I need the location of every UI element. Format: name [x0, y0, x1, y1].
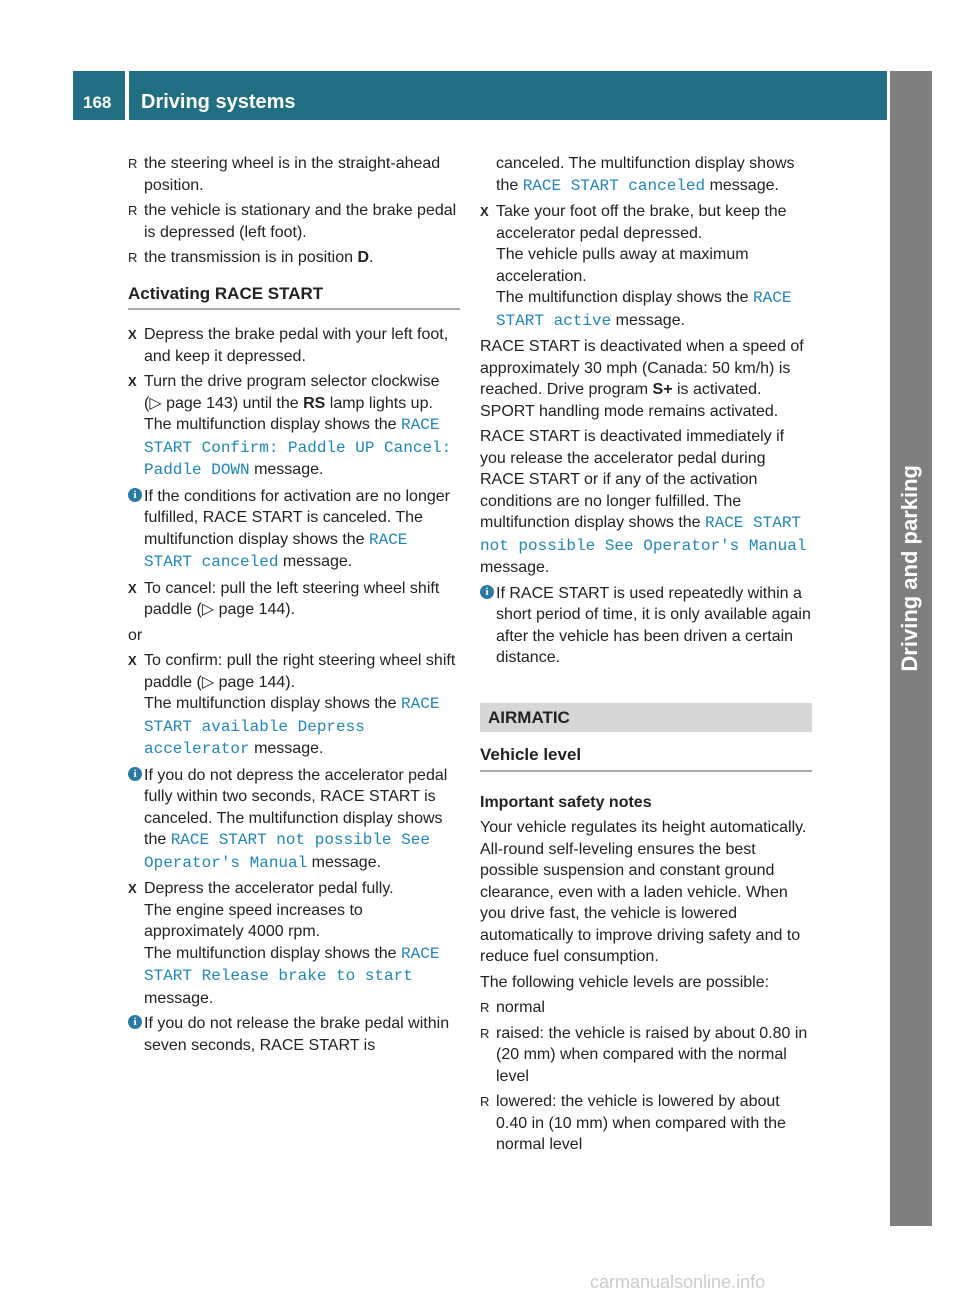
paragraph: The following vehicle levels are possible: [480, 973, 770, 991]
bullet-marker: R [480, 1025, 490, 1041]
step-marker: X [128, 327, 137, 342]
display-message: RACE START not possible See Operator's Manual [480, 514, 807, 555]
paragraph: RACE START is deactivated immediately if you release the accelerator pedal during RACE START or if any of the activation conditions are no longer fulfilled. The multifunction display shows the RACE START not possible See Operator's Manual message. [480, 428, 807, 576]
list-item: R the vehicle is stationary and the brake pedal is depressed (left foot). [128, 202, 457, 241]
step-item: X To cancel: pull the left steering wheel shift paddle (▷ page 144). [128, 579, 440, 618]
bullet-marker: R [128, 203, 138, 218]
info-icon: i [128, 767, 142, 781]
info-note: i If RACE START is used repeatedly within a short period of time, it is only available again after the vehicle has been driven a certain distance. [480, 583, 812, 669]
display-message: RACE START Confirm: Paddle UP Cancel: Paddle DOWN [144, 416, 452, 479]
page-number-box [73, 71, 125, 120]
bullet-marker: R [480, 1000, 490, 1015]
right-column [480, 153, 812, 1160]
step-marker: X [128, 374, 137, 389]
info-icon: i [128, 488, 142, 502]
section-heading-airmatic: AIRMATIC [480, 703, 812, 733]
list-item: R normal [480, 997, 812, 1019]
step-item: X Turn the drive program selector clockwise (▷ page 143) until the RS lamp lights up. The multifunction display shows the RACE START Confirm: Paddle UP Cancel: Paddle DOWN message. [128, 373, 452, 479]
info-icon: i [480, 585, 494, 599]
list-item: R the transmission is in position D. [128, 247, 460, 269]
info-note: i If you do not depress the accelerator pedal fully within two seconds, RACE START is canceled. The multifunction display shows the RACE START not possible See Operator's Manual message. [128, 765, 460, 875]
info-note: i If you do not release the brake pedal within seven seconds, RACE START is [128, 1013, 460, 1056]
display-message: RACE START canceled [144, 530, 408, 571]
section-title: Vehicle level [480, 744, 812, 772]
watermark: carmanualsonline.info [590, 1272, 766, 1292]
section-title: Activating RACE START [128, 283, 460, 311]
left-column [128, 153, 460, 1060]
step-marker: X [480, 204, 489, 219]
display-message: RACE START not possible See Operator's Manual [144, 831, 430, 872]
list-item: R raised: the vehicle is raised by about 0.80 in (20 mm) when compared with the normal level [480, 1024, 808, 1085]
info-icon: i [128, 1015, 142, 1029]
paragraph: canceled. The multifunction display shows the RACE START canceled message. [496, 155, 795, 195]
or-text: or [128, 626, 143, 644]
bullet-marker: R [480, 1094, 490, 1109]
bullet-marker: R [128, 250, 138, 265]
paragraph: Your vehicle regulates its height automatically. All-round self-leveling ensures the best possible suspension and constant ground clearance, even with a laden vehicle. When you drive fast, the vehicle is lowered automatically to improve driving safety and to reduce fuel consumption. [480, 819, 807, 965]
paragraph: RACE START is deactivated when a speed of approximately 30 mph (Canada: 50 km/h) is reached. Drive program S+ is activated. SPORT handling mode remains activated. [480, 338, 804, 420]
info-note: i If the conditions for activation are no longer fulfilled, RACE START is canceled. The multifunction display shows the RACE START canceled message. [128, 486, 460, 574]
list-item: R lowered: the vehicle is lowered by about 0.40 in (10 mm) when compared with the normal level [480, 1093, 786, 1153]
display-message: RACE START canceled [522, 176, 706, 195]
step-marker: X [128, 580, 137, 596]
step-item: X To confirm: pull the right steering wheel shift paddle (▷ page 144). The multifunction display shows the RACE START available Depress accelerator message. [128, 652, 456, 758]
subsection-title: Important safety notes [480, 793, 652, 811]
step-item: X Depress the accelerator pedal fully. The engine speed increases to approximately 4000 rpm. The multifunction display shows the RACE START Release brake to start message. [128, 880, 440, 1007]
list-item: R the steering wheel is in the straight-ahead position. [128, 155, 441, 194]
page-number: 168 [83, 93, 112, 112]
display-message: RACE START Release brake to start [144, 944, 440, 985]
page-title: Driving systems [141, 91, 296, 113]
step-marker: X [128, 881, 137, 896]
header-bar [129, 71, 887, 120]
bullet-marker: R [128, 156, 138, 171]
side-tab [890, 71, 932, 1226]
side-tab-label: Driving and parking [897, 465, 922, 672]
display-message: RACE START available Depress accelerator [144, 695, 440, 758]
step-marker: X [128, 653, 137, 668]
step-item: X Take your foot off the brake, but keep the accelerator pedal depressed. The vehicle pulls away at maximum acceleration. The multifunction display shows the RACE START active message. [480, 203, 792, 330]
display-message: RACE START active [496, 289, 792, 330]
step-item: X Depress the brake pedal with your left foot, and keep it depressed. [128, 326, 449, 365]
